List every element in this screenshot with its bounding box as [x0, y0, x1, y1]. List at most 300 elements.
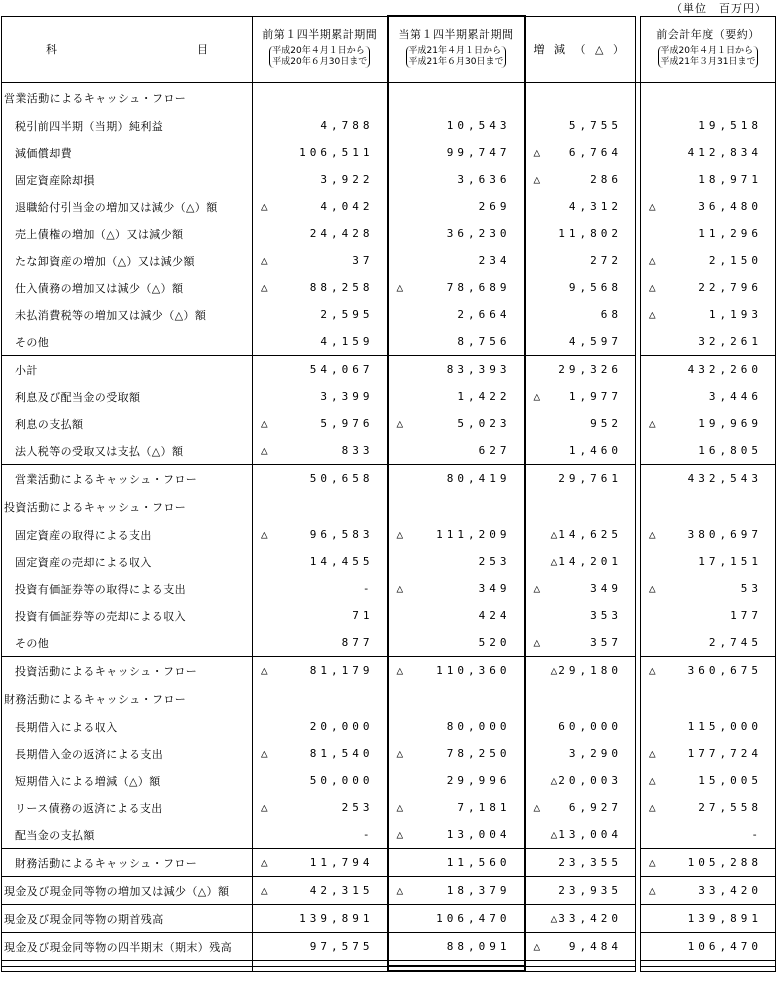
year-value: [641, 274, 776, 301]
diff-value-text: 4,312: [568, 200, 622, 213]
row-item-label: 小計: [2, 356, 253, 384]
year-value: [641, 713, 776, 740]
year-value-text: 53: [740, 582, 762, 595]
row-item-label: 利息の支払額: [2, 410, 253, 437]
year-value-text: 432,543: [687, 472, 762, 485]
diff-value-text: 9,568: [568, 281, 622, 294]
diff-value: [525, 849, 636, 877]
negative-triangle-icon: △: [649, 582, 656, 595]
cur-value: [388, 83, 525, 113]
negative-triangle-icon: △: [649, 664, 656, 677]
row-item-label: 法人税等の受取又は支払（△）額: [2, 437, 253, 465]
negative-triangle-icon: △: [261, 254, 268, 267]
diff-value: [525, 410, 636, 437]
prev-value-text: 50,000: [309, 774, 374, 787]
cur-value: [388, 740, 525, 767]
year-value: [641, 548, 776, 575]
diff-value-text: 1,460: [568, 444, 622, 457]
cur-value-text: 520: [478, 636, 511, 649]
table-row: [2, 328, 776, 356]
year-value-text: 412,834: [687, 146, 762, 159]
cur-value-text: 8,756: [457, 335, 511, 348]
negative-triangle-icon: △: [550, 828, 558, 841]
prev-value-text: 877: [341, 636, 374, 649]
row-item-label: 財務活動によるキャッシュ・フロー: [2, 684, 253, 713]
row-item-label: 投資有価証券等の売却による収入: [2, 602, 253, 629]
prev-value-text: 4,042: [320, 200, 374, 213]
section-header-row: [2, 83, 776, 113]
negative-triangle-icon: △: [533, 173, 541, 186]
prev-value-text: 71: [352, 609, 374, 622]
negative-triangle-icon: △: [533, 940, 541, 953]
prev-value: [253, 166, 388, 193]
row-item-label: 配当金の支払額: [2, 821, 253, 849]
prev-value: [253, 575, 388, 602]
header-item-left: 科: [46, 43, 57, 57]
row-item-label: 未払消費税等の増加又は減少（△）額: [2, 301, 253, 328]
cur-value-text: 234: [478, 254, 511, 267]
negative-triangle-icon: △: [261, 281, 268, 294]
prev-value: [253, 740, 388, 767]
prev-value: [253, 247, 388, 274]
cur-value-text: 2,664: [457, 308, 511, 321]
year-value-text: 2,150: [708, 254, 762, 267]
rule-cell: [253, 966, 388, 971]
diff-value-text: 6,764: [568, 146, 622, 159]
table-row: [2, 193, 776, 220]
prev-value: [253, 220, 388, 247]
table-bottom-rule: [2, 966, 776, 971]
cur-value-text: 424: [478, 609, 511, 622]
cur-value-text: 253: [478, 555, 511, 568]
cur-value-text: 36,230: [446, 227, 511, 240]
diff-value: [525, 492, 636, 521]
prev-value-text: -: [362, 828, 374, 841]
cur-value: [388, 657, 525, 685]
header-cur-title: 当第１四半期累計期間: [398, 28, 514, 41]
table-row: [2, 740, 776, 767]
diff-value-text: 357: [590, 636, 622, 649]
prev-value: [253, 602, 388, 629]
row-item-label: 売上債権の増加（△）又は減少額: [2, 220, 253, 247]
prev-value: [253, 905, 388, 933]
diff-value: [525, 629, 636, 657]
negative-triangle-icon: △: [396, 884, 404, 897]
cur-value-text: 80,000: [446, 720, 511, 733]
negative-triangle-icon: △: [649, 801, 656, 814]
year-value: [641, 740, 776, 767]
table-row: [2, 410, 776, 437]
negative-triangle-icon: △: [261, 528, 268, 541]
prev-value-text: 81,540: [309, 747, 374, 760]
negative-triangle-icon: △: [396, 747, 404, 760]
year-value-text: 33,420: [698, 884, 762, 897]
row-item-label: 短期借入による増減（△）額: [2, 767, 253, 794]
year-value-text: 177: [730, 609, 762, 622]
year-value: [641, 328, 776, 356]
year-value: [641, 629, 776, 657]
row-item-label: 退職給付引当金の増加又は減少（△）額: [2, 193, 253, 220]
section-header-row: [2, 492, 776, 521]
diff-value: [525, 602, 636, 629]
prev-value-text: 833: [341, 444, 374, 457]
row-item-label: 現金及び現金同等物の四半期末（期末）残高: [2, 933, 253, 961]
table-row: [2, 849, 776, 877]
prev-value-text: 37: [352, 254, 374, 267]
cur-value: [388, 933, 525, 961]
year-value: [641, 575, 776, 602]
cur-value-text: 627: [478, 444, 511, 457]
diff-value-text: 9,484: [568, 940, 622, 953]
prev-value-text: 14,455: [309, 555, 374, 568]
year-value: [641, 139, 776, 166]
diff-value-text: 353: [590, 609, 622, 622]
diff-value: [525, 83, 636, 113]
year-value-text: 19,969: [698, 417, 762, 430]
diff-value: [525, 356, 636, 384]
cur-value-text: 111,209: [436, 528, 511, 541]
cur-value: [388, 575, 525, 602]
year-value-text: 32,261: [698, 335, 762, 348]
cur-value: [388, 905, 525, 933]
cur-value: [388, 193, 525, 220]
diff-value-text: 952: [590, 417, 622, 430]
year-value-text: 36,480: [698, 200, 762, 213]
prev-value: [253, 548, 388, 575]
year-value: [641, 465, 776, 493]
header-cur-period: [388, 16, 525, 83]
rule-cell: [2, 966, 253, 971]
negative-triangle-icon: △: [261, 856, 268, 869]
cur-value-text: 99,747: [446, 146, 511, 159]
diff-value-text: △13,004: [550, 828, 622, 841]
diff-value: [525, 301, 636, 328]
table-header-row: [2, 16, 776, 83]
diff-value-text: 29,761: [558, 472, 622, 485]
header-cur-range-end: 平成21年６月30日まで: [408, 57, 504, 67]
header-prev-range-end: 平成20年６月30日まで: [272, 56, 368, 67]
negative-triangle-icon: △: [649, 528, 656, 541]
header-cur-range: [406, 46, 507, 68]
prev-value: [253, 356, 388, 384]
cur-value: [388, 521, 525, 548]
diff-value: [525, 684, 636, 713]
cur-value: [388, 112, 525, 139]
table-body: [2, 83, 776, 972]
year-value: [641, 437, 776, 465]
diff-value: [525, 437, 636, 465]
diff-value-text: 4,597: [568, 335, 622, 348]
prev-value-text: 54,067: [309, 363, 374, 376]
cur-value-text: 1,422: [457, 390, 511, 403]
year-value: [641, 821, 776, 849]
diff-value: [525, 166, 636, 193]
row-item-label: 財務活動によるキャッシュ・フロー: [2, 849, 253, 877]
table-row: [2, 274, 776, 301]
year-value-text: 15,005: [698, 774, 762, 787]
table-row: [2, 602, 776, 629]
header-prev-title: 前第１四半期累計期間: [262, 27, 378, 41]
prev-value-text: 4,788: [320, 119, 374, 132]
prev-value-text: 50,658: [309, 472, 374, 485]
cur-value-text: 83,393: [446, 363, 511, 376]
row-item-label: 投資活動によるキャッシュ・フロー: [2, 657, 253, 685]
year-value: [641, 602, 776, 629]
diff-value: [525, 933, 636, 961]
diff-value: [525, 740, 636, 767]
diff-value: [525, 767, 636, 794]
diff-value: [525, 657, 636, 685]
year-value-text: 18,971: [698, 173, 762, 186]
negative-triangle-icon: △: [649, 774, 656, 787]
year-value: [641, 849, 776, 877]
year-value: [641, 356, 776, 384]
table-row: [2, 905, 776, 933]
prev-value: [253, 274, 388, 301]
diff-value-text: 68: [600, 308, 622, 321]
table-row: [2, 383, 776, 410]
year-value: [641, 301, 776, 328]
cur-value: [388, 602, 525, 629]
negative-triangle-icon: △: [550, 555, 558, 568]
prev-value-text: 2,595: [320, 308, 374, 321]
diff-value-text: 286: [590, 173, 622, 186]
negative-triangle-icon: △: [533, 146, 541, 159]
row-item-label: 固定資産の取得による支出: [2, 521, 253, 548]
year-value-text: 3,446: [708, 390, 762, 403]
row-item-label: 減価償却費: [2, 139, 253, 166]
cur-value: [388, 548, 525, 575]
diff-value-text: 272: [590, 254, 622, 267]
row-item-label: リース債務の返済による支出: [2, 794, 253, 821]
row-item-label: 投資有価証券等の取得による支出: [2, 575, 253, 602]
table-row: [2, 465, 776, 493]
cur-value: [388, 877, 525, 905]
year-value-text: 432,260: [687, 363, 762, 376]
table-row: [2, 437, 776, 465]
year-value: [641, 521, 776, 548]
year-value-text: 11,296: [698, 227, 762, 240]
cur-value-text: 18,379: [446, 884, 511, 897]
table-row: [2, 301, 776, 328]
cur-value-text: 349: [478, 582, 511, 595]
cur-value: [388, 437, 525, 465]
prev-value: [253, 521, 388, 548]
year-value-text: 22,796: [698, 281, 762, 294]
prev-value: [253, 437, 388, 465]
negative-triangle-icon: △: [649, 884, 656, 897]
cur-value: [388, 274, 525, 301]
diff-value: [525, 575, 636, 602]
prev-value: [253, 328, 388, 356]
prev-value-text: 139,891: [299, 912, 374, 925]
prev-value-text: 253: [341, 801, 374, 814]
negative-triangle-icon: △: [261, 747, 268, 760]
year-value: [641, 112, 776, 139]
diff-value-text: 29,326: [558, 363, 622, 376]
negative-triangle-icon: △: [261, 417, 268, 430]
year-value-text: 19,518: [698, 119, 762, 132]
negative-triangle-icon: △: [396, 528, 404, 541]
negative-triangle-icon: △: [649, 281, 656, 294]
cur-value: [388, 301, 525, 328]
year-value-text: 360,675: [687, 664, 762, 677]
negative-triangle-icon: △: [550, 912, 558, 925]
cur-value-text: 7,181: [457, 801, 511, 814]
cur-value-text: 78,689: [446, 281, 511, 294]
cur-value-text: 88,091: [446, 940, 511, 953]
table-row: [2, 220, 776, 247]
year-value-text: 139,891: [687, 912, 762, 925]
diff-value-text: 6,927: [568, 801, 622, 814]
row-item-label: 固定資産の売却による収入: [2, 548, 253, 575]
negative-triangle-icon: △: [533, 801, 541, 814]
cur-value: [388, 794, 525, 821]
diff-value: [525, 877, 636, 905]
cur-value: [388, 767, 525, 794]
cur-value: [388, 821, 525, 849]
cur-value: [388, 492, 525, 521]
prev-value-text: 3,922: [320, 173, 374, 186]
prev-value-text: -: [362, 582, 374, 595]
row-item-label: 営業活動によるキャッシュ・フロー: [2, 465, 253, 493]
negative-triangle-icon: △: [649, 308, 656, 321]
diff-value-text: 60,000: [558, 720, 622, 733]
negative-triangle-icon: △: [533, 582, 541, 595]
year-value: [641, 410, 776, 437]
negative-triangle-icon: △: [261, 200, 268, 213]
negative-triangle-icon: △: [533, 636, 541, 649]
table-row: [2, 247, 776, 274]
year-value: [641, 877, 776, 905]
negative-triangle-icon: △: [550, 528, 558, 541]
year-value-text: 105,288: [687, 856, 762, 869]
cur-value: [388, 356, 525, 384]
diff-value: [525, 328, 636, 356]
year-value-text: -: [751, 828, 762, 841]
table-row: [2, 629, 776, 657]
cash-flow-table: [1, 15, 776, 972]
cur-value-text: 269: [478, 200, 511, 213]
diff-value: [525, 193, 636, 220]
header-item: [2, 16, 253, 83]
prev-value: [253, 767, 388, 794]
negative-triangle-icon: △: [261, 664, 268, 677]
year-value: [641, 166, 776, 193]
prev-value-text: 4,159: [320, 335, 374, 348]
diff-value-text: 349: [590, 582, 622, 595]
diff-value: [525, 821, 636, 849]
table-row: [2, 575, 776, 602]
header-diff: 増 減 （ △ ）: [525, 16, 636, 83]
prev-value-text: 11,794: [309, 856, 374, 869]
year-value: [641, 794, 776, 821]
diff-value: [525, 139, 636, 166]
prev-value: [253, 877, 388, 905]
cur-value-text: 11,560: [446, 856, 511, 869]
prev-value: [253, 193, 388, 220]
negative-triangle-icon: △: [261, 884, 268, 897]
prev-value: [253, 465, 388, 493]
row-item-label: 税引前四半期（当期）純利益: [2, 112, 253, 139]
diff-value-text: 11,802: [558, 227, 622, 240]
cur-value-text: 3,636: [457, 173, 511, 186]
prev-value: [253, 821, 388, 849]
table-row: [2, 657, 776, 685]
negative-triangle-icon: △: [649, 254, 656, 267]
diff-value-text: △29,180: [550, 664, 622, 677]
negative-triangle-icon: △: [396, 828, 404, 841]
rule-cell: [641, 966, 776, 971]
negative-triangle-icon: △: [261, 444, 268, 457]
diff-value: [525, 465, 636, 493]
cur-value-text: 106,470: [436, 912, 511, 925]
cur-value: [388, 465, 525, 493]
year-value: [641, 83, 776, 113]
row-item-label: 現金及び現金同等物の増加又は減少（△）額: [2, 877, 253, 905]
cur-value-text: 5,023: [457, 417, 511, 430]
cur-value: [388, 247, 525, 274]
section-header-row: [2, 684, 776, 713]
rule-cell: [525, 966, 636, 971]
diff-value: [525, 274, 636, 301]
diff-value-text: △20,003: [550, 774, 622, 787]
year-value: [641, 657, 776, 685]
year-value: [641, 247, 776, 274]
negative-triangle-icon: △: [396, 664, 404, 677]
cur-value: [388, 166, 525, 193]
diff-value-text: 23,935: [558, 884, 622, 897]
table-row: [2, 139, 776, 166]
table-row: [2, 521, 776, 548]
negative-triangle-icon: △: [649, 200, 656, 213]
table-row: [2, 794, 776, 821]
negative-triangle-icon: △: [396, 582, 404, 595]
negative-triangle-icon: △: [649, 856, 656, 869]
year-value-text: 17,151: [698, 555, 762, 568]
table-row: [2, 877, 776, 905]
cur-value-text: 10,543: [446, 119, 511, 132]
diff-value-text: △14,625: [550, 528, 622, 541]
prev-value: [253, 301, 388, 328]
cur-value-text: 29,996: [446, 774, 511, 787]
cur-value: [388, 220, 525, 247]
row-item-label: その他: [2, 629, 253, 657]
table-row: [2, 713, 776, 740]
diff-value: [525, 794, 636, 821]
prev-value-text: 3,399: [320, 390, 374, 403]
row-item-label: 長期借入による収入: [2, 713, 253, 740]
row-item-label: たな卸資産の増加（△）又は減少額: [2, 247, 253, 274]
negative-triangle-icon: △: [396, 801, 404, 814]
row-item-label: 現金及び現金同等物の期首残高: [2, 905, 253, 933]
prev-value-text: 20,000: [309, 720, 374, 733]
prev-value-text: 24,428: [309, 227, 374, 240]
prev-value: [253, 383, 388, 410]
diff-value: [525, 112, 636, 139]
row-item-label: 利息及び配当金の受取額: [2, 383, 253, 410]
year-value-text: 380,697: [687, 528, 762, 541]
prev-value-text: 81,179: [309, 664, 374, 677]
row-item-label: その他: [2, 328, 253, 356]
negative-triangle-icon: △: [261, 801, 268, 814]
cur-value: [388, 713, 525, 740]
header-year-range-end: 平成21年３月31日まで: [660, 56, 756, 67]
year-value-text: 2,745: [708, 636, 762, 649]
diff-value-text: 3,290: [568, 747, 622, 760]
prev-value: [253, 629, 388, 657]
negative-triangle-icon: △: [649, 417, 656, 430]
